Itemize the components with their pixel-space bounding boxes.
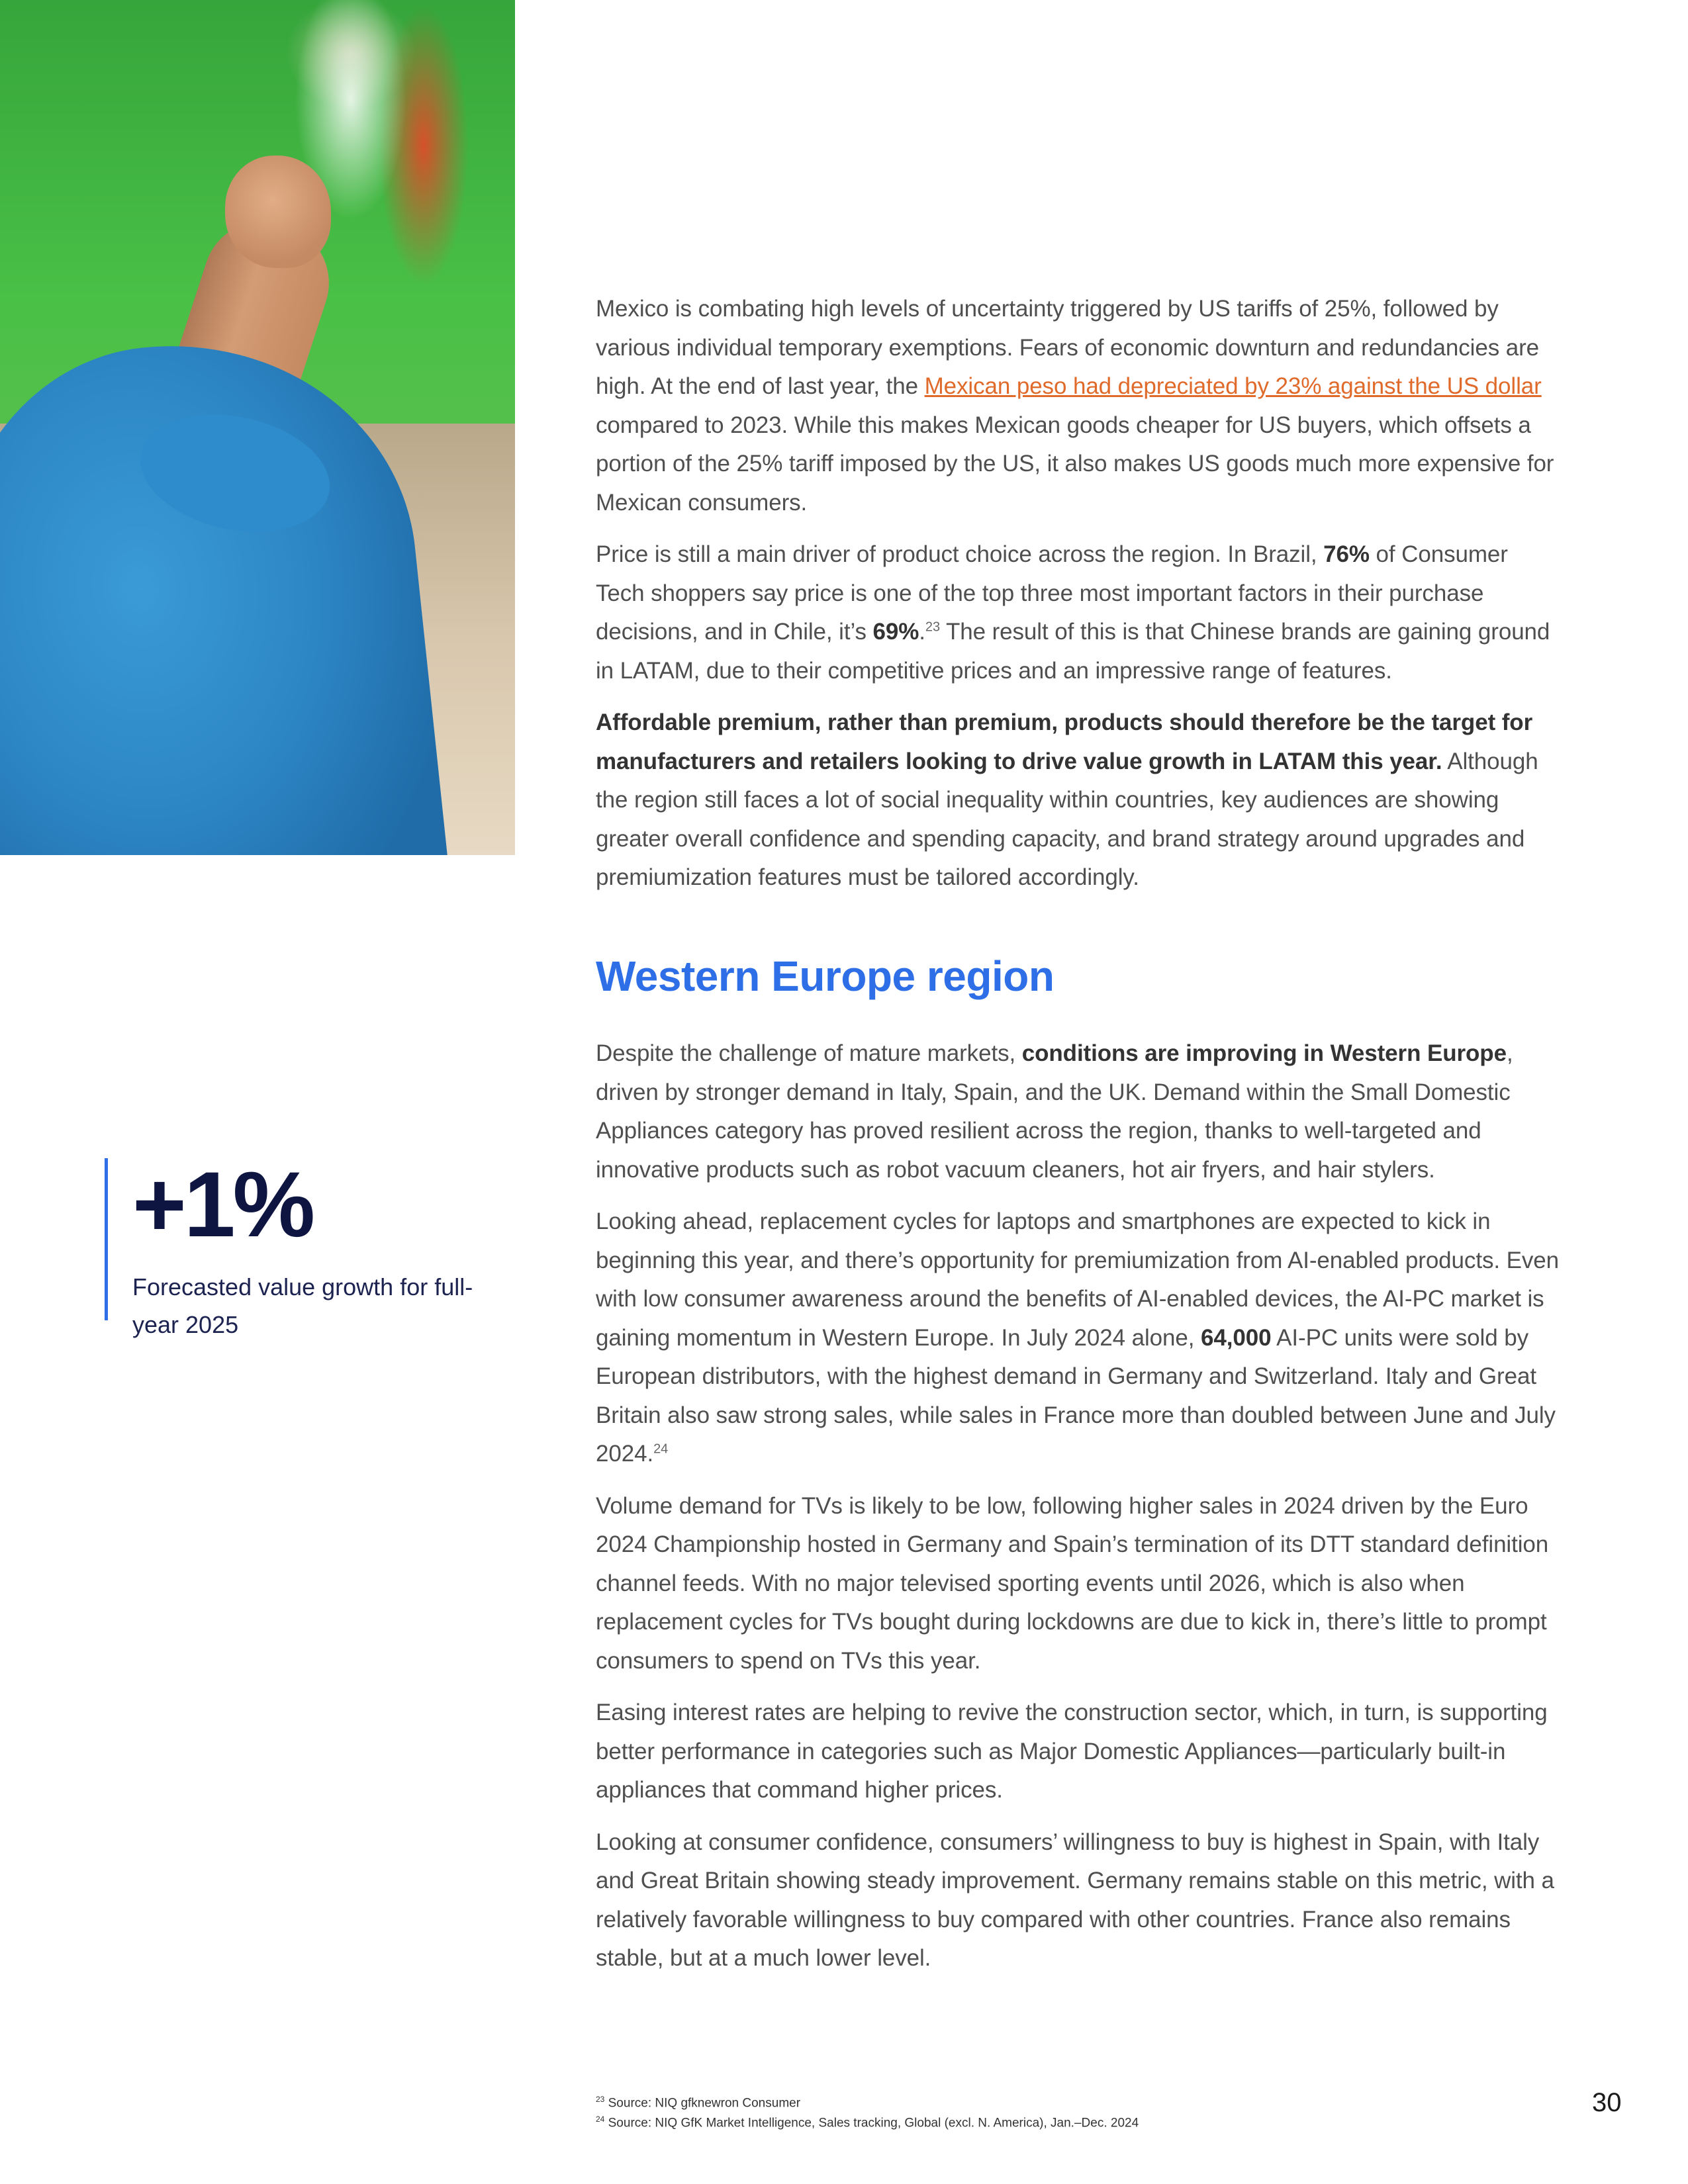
stat-label: Forecasted value growth for full-year 2025 (132, 1273, 473, 1338)
hero-photo-fan-cheering (0, 0, 515, 855)
mexico-paragraph-3 (596, 704, 1562, 897)
mexico-section (596, 290, 1562, 897)
footnote-item (596, 2111, 1523, 2131)
text-span: Although the region still faces a lot of social inequality within countries, key audiences are showing greater overall confidence and spending capacity, and brand strategy around upgrades and premiumization features must be tailored accordingly. (596, 748, 1538, 890)
we-paragraph-5: Looking at consumer confidence, consumers’ willingness to buy is highest in Spain, with Italy and Great Britain showing steady improvement. Germany remains stable on this metric, with a relatively favorable willingness to buy compared with other countries. France also remains stable, but at a much lower level. (596, 1829, 1554, 1971)
we-paragraph-3: Volume demand for TVs is likely to be low, following higher sales in 2024 driven by the Euro 2024 Championship hosted in Germany and Spain’s termination of its DTT standard definition channel feeds. With no major televised sporting events until 2026, which is also when replacement cycles for TVs bought during lockdowns are due to kick in, there’s little to prompt consumers to spend on TVs this year. (596, 1492, 1549, 1674)
footnote-ref-23: 23 (925, 619, 940, 635)
footnotes (596, 2091, 1523, 2132)
photo-blue-shirt-shoulder (0, 322, 453, 855)
photo-raised-fist (225, 156, 331, 268)
text-span: Price is still a main driver of product choice across the region. In Brazil, (596, 541, 1324, 567)
mexico-paragraph-1 (596, 290, 1562, 522)
text-span: The result of this is that Chinese brands are gaining ground in LATAM, due to their competitive prices and an impressive range of features. (596, 619, 1550, 684)
peso-depreciation-link[interactable]: Mexican peso had depreciated by 23% against the US dollar (924, 373, 1542, 399)
chile-stat: 69% (872, 619, 919, 645)
western-europe-section (596, 1034, 1562, 1978)
section-heading-western-europe: Western Europe region (596, 952, 1055, 1000)
stat-value: +1% (132, 1152, 313, 1256)
we-paragraph-4: Easing interest rates are helping to revive the construction sector, which, in turn, is supporting better performance in categories such as Major Domestic Appliances—particularly built-in appliances that command higher prices. (596, 1700, 1548, 1803)
footnote-ref-24: 24 (653, 1441, 669, 1457)
text-span: AI-PC units were sold by European distributors, with the highest demand in Germany and Switzerland. Italy and Great Britain also saw strong sales, while sales in France more than doubled between June and July 2024. (596, 1324, 1556, 1467)
we-paragraph-1 (596, 1034, 1562, 1189)
page-number: 30 (1592, 2088, 1622, 2117)
ai-pc-units-stat: 64,000 (1201, 1324, 1272, 1351)
text-span: . (919, 619, 925, 645)
text-span: Looking ahead, replacement cycles for laptops and smartphones are expected to kick in beginning this year, and there’s opportunity for premiumization from AI-enabled products. Even with low consumer awareness around the benefits of AI-enabled devices, the AI-PC market is gaining momentum in Western Europe. In July 2024 alone, (596, 1208, 1559, 1351)
text-span: compared to 2023. While this makes Mexican goods cheaper for US buyers, which offsets a portion of the 25% tariff imposed by the US, it also makes US goods much more expensive for Mexican consumers. (596, 412, 1554, 516)
footnote-item (596, 2091, 1523, 2111)
footnote-number: 23 (596, 2095, 605, 2104)
footnote-text: Source: NIQ GfK Market Intelligence, Sales tracking, Global (excl. N. America), Jan.–Dec. 2024 (604, 2116, 1139, 2130)
stat-callout (105, 1152, 502, 1338)
footnote-text: Source: NIQ gfknewron Consumer (604, 2096, 801, 2111)
mexico-paragraph-2 (596, 535, 1562, 690)
text-span: Despite the challenge of mature markets, (596, 1040, 1022, 1066)
brazil-stat: 76% (1323, 541, 1370, 567)
text-span: , driven by stronger demand in Italy, Spain, and the UK. Demand within the Small Domestic Appliances category has proved resilient across the region, thanks to well-targeted and innovative products such as robot vacuum cleaners, hot air fryers, and hair stylers. (596, 1040, 1513, 1183)
footnote-number: 24 (596, 2115, 605, 2124)
text-span: Mexico is combating high levels of uncertainty triggered by US tariffs of 25%, followed by various individual temporary exemptions. Fears of economic downturn and redundancies are high. At the end of last year, the (596, 296, 1540, 399)
text-span: of Consumer Tech shoppers say price is one of the top three most important factors in their purchase decisions, and in Chile, it’s (596, 541, 1508, 645)
we-highlight: conditions are improving in Western Europe (1021, 1040, 1507, 1066)
key-takeaway: Affordable premium, rather than premium, products should therefore be the target for manufacturers and retailers looking to drive value growth in LATAM this year. (596, 709, 1533, 774)
we-paragraph-2 (596, 1203, 1562, 1474)
